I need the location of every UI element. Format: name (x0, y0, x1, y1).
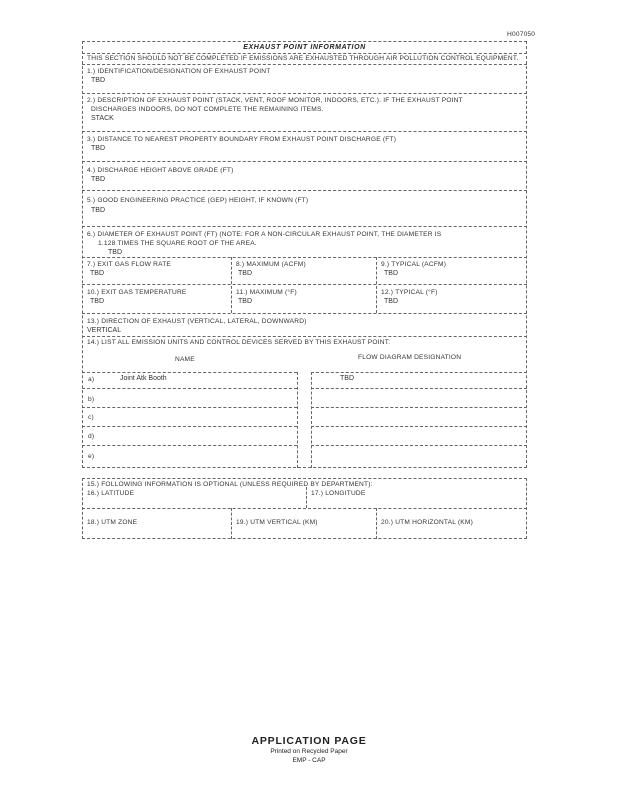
row-d-letter: d) (88, 433, 95, 440)
col-name-header: NAME (175, 356, 195, 363)
footer-title: APPLICATION PAGE (251, 735, 367, 747)
q1-label: 1.) IDENTIFICATION/DESIGNATION OF EXHAUST POINT (87, 68, 271, 75)
row-c-letter: c) (88, 414, 94, 421)
q6-label-2: 1.128 TIMES THE SQUARE ROOT OF THE AREA. (98, 240, 257, 247)
latitude-label[interactable]: 16.) LATITUDE (87, 490, 135, 497)
utm-horizontal-label[interactable]: 20.) UTM HORIZONTAL (KM) (381, 519, 473, 526)
longitude-label[interactable]: 17.) LONGITUDE (311, 490, 366, 497)
q2-value[interactable]: STACK (91, 115, 114, 122)
footer-line1: Printed on Recycled Paper (270, 748, 348, 755)
form-code: H007050 (507, 31, 536, 38)
q4-label: 4.) DISCHARGE HEIGHT ABOVE GRADE (FT) (87, 167, 234, 174)
q1-value[interactable]: TBD (91, 77, 105, 84)
utm-vertical-label[interactable]: 19.) UTM VERTICAL (KM) (236, 519, 318, 526)
row-b-letter: b) (88, 396, 95, 403)
col-flow-header: FLOW DIAGRAM DESIGNATION (358, 354, 462, 361)
row-a-letter: a) (88, 376, 95, 383)
footer-line2: EMP - CAP (292, 757, 326, 764)
q3-label: 3.) DISTANCE TO NEAREST PROPERTY BOUNDARY FROM EXHAUST POINT DISCHARGE (FT) (87, 136, 397, 143)
q8-label: 8.) MAXIMUM (ACFM) (236, 261, 306, 268)
q12-label: 12.) TYPICAL (°F) (381, 289, 438, 296)
q9-label: 9.) TYPICAL (ACFM) (381, 261, 447, 268)
section-instruction: THIS SECTION SHOULD NOT BE COMPLETED IF EMISSIONS ARE EXHAUSTED THROUGH AIR POLLUTION CONTROL EQUIPMENT. (87, 55, 519, 62)
q4-value[interactable]: TBD (91, 176, 105, 183)
q2-label-1: 2.) DESCRIPTION OF EXHAUST POINT (STACK, VENT, ROOF MONITOR, INDOORS, ETC.). IF THE EXHAUST POINT (87, 97, 463, 104)
q7-label: 7.) EXIT GAS FLOW RATE (87, 261, 172, 268)
q6-label-1: 6.) DIAMETER OF EXHAUST POINT (FT) (NOTE: FOR A NON-CIRCULAR EXHAUST POINT, THE DIAMETER IS (87, 231, 442, 238)
q7-value[interactable]: TBD (90, 270, 104, 277)
utm-zone-label[interactable]: 18.) UTM ZONE (87, 519, 138, 526)
q3-value[interactable]: TBD (91, 145, 105, 152)
q6-value[interactable]: TBD (108, 249, 122, 256)
q14-label: 14.) LIST ALL EMISSION UNITS AND CONTROL DEVICES SERVED BY THIS EXHAUST POINT: (87, 339, 391, 346)
q2-label-2: DISCHARGES INDOORS, DO NOT COMPLETE THE REMAINING ITEMS. (91, 106, 324, 113)
q11-label: 11.) MAXIMUM (°F) (236, 289, 297, 296)
q12-value[interactable]: TBD (384, 298, 398, 305)
q10-label: 10.) EXIT GAS TEMPERATURE (87, 289, 187, 296)
q9-value[interactable]: TBD (384, 270, 398, 277)
row-a-flow[interactable]: TBD (340, 375, 354, 382)
q15-label: 15.) FOLLOWING INFORMATION IS OPTIONAL (UNLESS REQUIRED BY DEPARTMENT): (87, 481, 373, 488)
section-title: EXHAUST POINT INFORMATION (243, 44, 366, 51)
q5-value[interactable]: TBD (91, 207, 105, 214)
q13-value[interactable]: VERTICAL (87, 327, 122, 334)
q8-value[interactable]: TBD (238, 270, 252, 277)
q5-label: 5.) GOOD ENGINEERING PRACTICE (GEP) HEIGHT, IF KNOWN (FT) (87, 197, 309, 204)
row-e-letter: e) (88, 453, 95, 460)
q13-label: 13.) DIRECTION OF EXHAUST (VERTICAL, LATERAL, DOWNWARD) (87, 318, 307, 325)
q10-value[interactable]: TBD (90, 298, 104, 305)
q11-value[interactable]: TBD (238, 298, 252, 305)
row-a-name[interactable]: Joint Atk Booth (120, 375, 167, 382)
